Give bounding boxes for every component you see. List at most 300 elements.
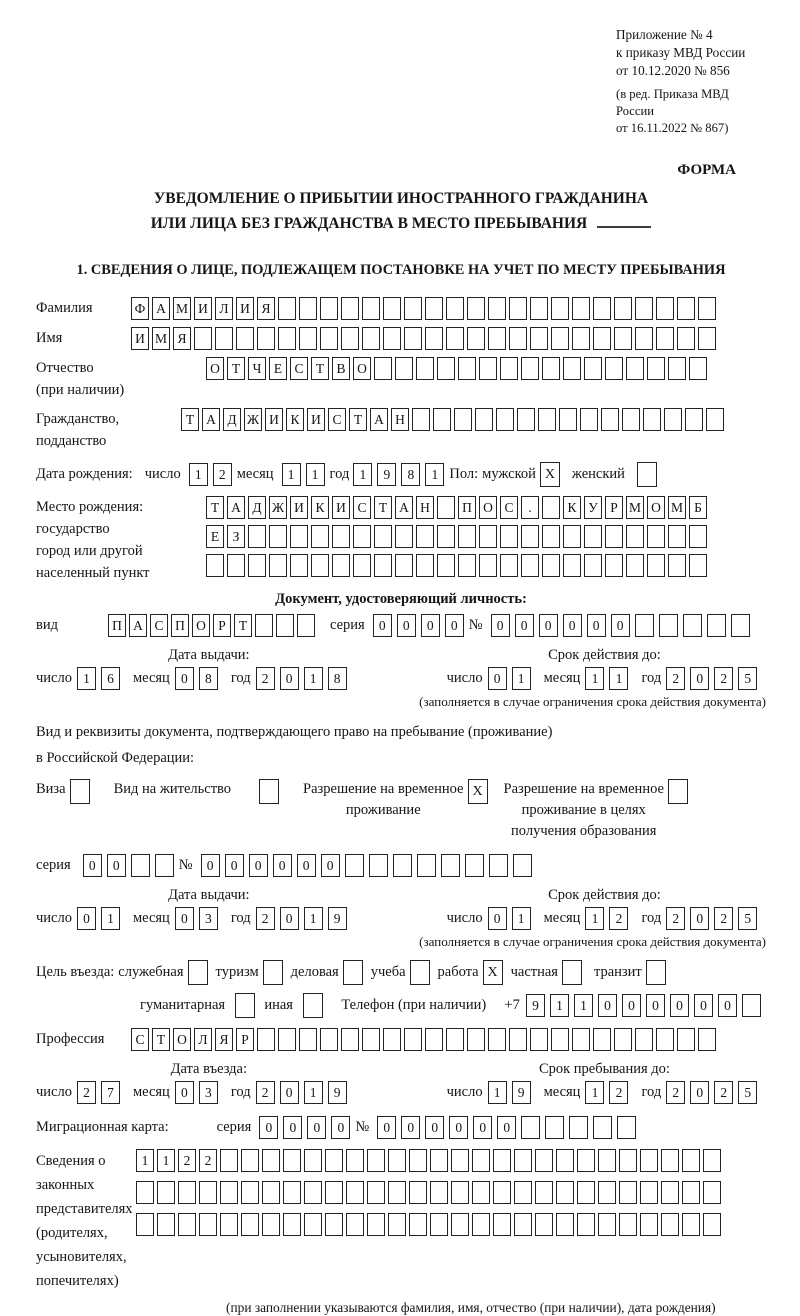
char-box: В [332,357,350,380]
char-box [538,408,556,431]
char-box [689,554,707,577]
reference-line: к приказу МВД России [616,45,746,61]
char-box: Т [311,357,329,380]
char-box [257,1028,275,1051]
char-box: 2 [666,667,685,690]
char-box [346,1213,364,1236]
char-box [320,297,338,320]
char-box [304,1181,322,1204]
char-box [626,554,644,577]
char-box: 1 [585,667,604,690]
char-box: 1 [304,667,323,690]
char-box: С [353,496,371,519]
char-box [703,1181,721,1204]
char-box [395,357,413,380]
char-box [199,1181,217,1204]
char-box [262,1149,280,1172]
char-box [656,327,674,350]
char-box: 1 [282,463,301,486]
doc-issue-date: Дата выдачи: число 1 6 месяц 0 8 год 2 0 1 8 [66,647,352,690]
birth-place-label: Место рождения: государство город или другой населенный пункт [36,499,150,582]
char-box [509,1028,527,1051]
char-box [320,327,338,350]
char-box [467,1028,485,1051]
doc-series-label: серия [330,617,365,634]
char-box [325,1181,343,1204]
char-box [458,554,476,577]
char-box: Я [173,327,191,350]
char-box [619,1149,637,1172]
phone-label: Телефон (при наличии) [341,997,487,1014]
char-box: 0 [563,614,582,637]
char-box [493,1213,511,1236]
char-box [605,357,623,380]
char-box [605,554,623,577]
citizenship-row [36,408,766,452]
char-box [703,1213,721,1236]
temp-residence-checkbox: X [468,779,488,804]
char-box [593,327,611,350]
mig-series-boxes [259,1116,355,1139]
char-box: 0 [539,614,558,637]
res-number-label: № [178,857,193,874]
patronymic-label-note: (при наличии) [36,382,125,399]
char-box [437,554,455,577]
char-box: Ж [269,496,287,519]
char-box: Р [213,614,231,637]
char-box [542,554,560,577]
surname-label: Фамилия [36,300,93,317]
char-box [437,525,455,548]
representatives-note: (при заполнении указываются фамилия, имя, отчество (при наличии), дата рождения) [226,1300,716,1316]
char-box [283,1149,301,1172]
char-box [157,1213,175,1236]
char-box: 2 [714,1081,733,1104]
birth-date-row [36,462,766,487]
char-box [241,1213,259,1236]
char-box: И [131,327,149,350]
char-box: 2 [178,1149,196,1172]
char-box: 0 [83,854,102,877]
representatives-row [36,1149,766,1293]
char-box [220,1213,238,1236]
char-box: 0 [690,1081,709,1104]
doc-expiry-month [585,667,633,690]
char-box: 0 [175,667,194,690]
char-box: А [202,408,220,431]
char-box: 0 [690,907,709,930]
char-box [530,1028,548,1051]
doc-issue-month [175,667,223,690]
char-box: 2 [77,1081,96,1104]
amendment-line: (в ред. Приказа МВД России [616,86,729,119]
sex-male-checkbox: X [540,462,560,487]
char-box [521,554,539,577]
char-box: 1 [304,1081,323,1104]
char-box: 2 [714,667,733,690]
char-box [513,854,532,877]
char-box [668,357,686,380]
char-box [341,327,359,350]
char-box [388,1149,406,1172]
reference-line: от 10.12.2020 № 856 [616,63,730,79]
char-box: 0 [491,614,510,637]
char-box: 0 [425,1116,444,1139]
char-box [416,357,434,380]
char-box: 0 [622,994,641,1017]
char-box [430,1149,448,1172]
char-box [535,1181,553,1204]
char-box [614,297,632,320]
char-box: С [500,496,518,519]
given-name-label: Имя [36,330,63,347]
char-box [220,1181,238,1204]
identity-doc-dates [36,647,766,690]
char-box [626,357,644,380]
doc-issue-heading: Дата выдачи: [168,647,250,664]
char-box [572,1028,590,1051]
char-box [577,1213,595,1236]
residence-doc-dates [36,887,766,930]
char-box [269,554,287,577]
char-box [535,1149,553,1172]
char-box: О [647,496,665,519]
migration-card-row [36,1116,766,1139]
char-box [514,1181,532,1204]
representatives-line3 [136,1213,724,1236]
res-number-boxes [201,854,537,877]
char-box: 1 [353,463,372,486]
identity-doc-heading: Документ, удостоверяющий личность: [275,591,527,608]
char-box: М [626,496,644,519]
char-box: 1 [488,1081,507,1104]
month-label: месяц [236,466,274,483]
entry-date: Дата въезда: число 2 7 месяц 0 3 год 2 0 1 9 [66,1061,352,1104]
char-box: 0 [497,1116,516,1139]
char-box: 0 [107,854,126,877]
char-box [614,1028,632,1051]
char-box [416,525,434,548]
char-box [248,525,266,548]
char-box: 0 [283,1116,302,1139]
char-box: 0 [646,994,665,1017]
citizenship-label: Гражданство, подданство [36,411,120,450]
char-box: К [563,496,581,519]
char-box: 9 [526,994,545,1017]
stay-until-heading: Срок пребывания до: [538,1061,670,1078]
char-box [278,327,296,350]
char-box [362,1028,380,1051]
char-box [593,1028,611,1051]
char-box: 0 [694,994,713,1017]
char-box [446,297,464,320]
char-box: С [150,614,168,637]
char-box [393,854,412,877]
char-box: П [171,614,189,637]
char-box [500,554,518,577]
char-box [451,1181,469,1204]
res-expiry-date: Срок действия до: число 0 1 месяц 1 2 год 2 0 2 5 [447,887,763,930]
res-expiry-year [666,907,762,930]
char-box [521,525,539,548]
char-box [446,327,464,350]
birth-place-line1 [206,496,710,519]
char-box: Д [248,496,266,519]
char-box [731,614,750,637]
char-box [241,1181,259,1204]
char-box [677,297,695,320]
char-box [388,1213,406,1236]
char-box: 1 [585,1081,604,1104]
mig-number-boxes [377,1116,641,1139]
char-box [661,1213,679,1236]
char-box [479,525,497,548]
char-box: 0 [690,667,709,690]
char-box: Ф [131,297,149,320]
char-box [451,1213,469,1236]
char-box [299,327,317,350]
char-box [656,297,674,320]
legal-reference [616,26,766,138]
res-expiry-heading: Срок действия до: [548,887,661,904]
char-box: Н [391,408,409,431]
char-box [430,1181,448,1204]
char-box [341,1028,359,1051]
char-box [530,327,548,350]
char-box: Т [374,496,392,519]
char-box [409,1181,427,1204]
char-box [297,614,315,637]
char-box [437,357,455,380]
birth-day-boxes [189,463,237,486]
birth-place-row [36,496,766,584]
char-box [220,1149,238,1172]
char-box [383,1028,401,1051]
char-box: Я [215,1028,233,1051]
char-box [643,408,661,431]
char-box: 8 [328,667,347,690]
char-box [488,297,506,320]
char-box [178,1181,196,1204]
char-box [248,554,266,577]
char-box: А [152,297,170,320]
char-box: 9 [328,907,347,930]
char-box [598,1181,616,1204]
form-word-label: ФОРМА [677,161,736,178]
char-box: 6 [101,667,120,690]
char-box: 0 [611,614,630,637]
char-box [703,1149,721,1172]
char-box: Я [257,297,275,320]
char-box: 0 [449,1116,468,1139]
char-box: 1 [304,907,323,930]
char-box: 0 [201,854,220,877]
char-box [395,525,413,548]
char-box [559,408,577,431]
char-box [362,327,380,350]
purpose-tourism-checkbox [263,960,283,985]
char-box [682,1213,700,1236]
char-box [278,1028,296,1051]
char-box: И [332,496,350,519]
res-series-boxes [83,854,179,877]
char-box [514,1149,532,1172]
char-box [458,357,476,380]
char-box [593,1116,612,1139]
char-box [441,854,460,877]
char-box [569,1116,588,1139]
char-box [598,1149,616,1172]
char-box [635,327,653,350]
char-box [155,854,174,877]
char-box: О [173,1028,191,1051]
char-box: 0 [307,1116,326,1139]
char-box [325,1149,343,1172]
char-box [374,525,392,548]
char-box [395,554,413,577]
char-box [299,297,317,320]
char-box [304,1213,322,1236]
char-box: 2 [666,907,685,930]
char-box: Т [152,1028,170,1051]
doc-number-label: № [468,617,483,634]
year-label: год [329,466,350,483]
char-box [584,554,602,577]
sex-label: Пол: [449,466,479,483]
char-box: 5 [738,1081,757,1104]
stay-year [666,1081,762,1104]
char-box [157,1181,175,1204]
char-box [404,327,422,350]
char-box [647,357,665,380]
char-box [556,1213,574,1236]
doc-number-boxes [491,614,755,637]
char-box [425,1028,443,1051]
char-box [488,1028,506,1051]
char-box [341,297,359,320]
char-box: Б [689,496,707,519]
char-box [551,327,569,350]
char-box: 8 [401,463,420,486]
temp-residence-education-checkbox [668,779,688,804]
char-box [425,297,443,320]
char-box [262,1181,280,1204]
char-box [682,1149,700,1172]
stay-day [488,1081,536,1104]
birth-place-boxes [206,496,710,583]
char-box [388,1181,406,1204]
char-box: М [668,496,686,519]
char-box: 5 [738,907,757,930]
char-box [262,1213,280,1236]
residence-permit-checkbox [259,779,279,804]
char-box [542,525,560,548]
purpose-work-checkbox: X [483,960,503,985]
char-box: А [370,408,388,431]
char-box [227,554,245,577]
patronymic-boxes [206,357,710,380]
surname-row [36,297,766,320]
char-box [685,408,703,431]
char-box [514,1213,532,1236]
char-box [409,1149,427,1172]
char-box: 0 [473,1116,492,1139]
char-box: Л [215,297,233,320]
char-box: А [129,614,147,637]
char-box [593,297,611,320]
res-expiry-day [488,907,536,930]
char-box: О [206,357,224,380]
char-box [290,554,308,577]
char-box [136,1181,154,1204]
given-name-boxes [131,327,719,350]
char-box: И [194,297,212,320]
char-box: . [521,496,539,519]
char-box [563,554,581,577]
char-box [509,297,527,320]
char-box: 0 [421,614,440,637]
char-box: 1 [136,1149,154,1172]
option-temp-residence-education: Разрешение на временное проживание в целях получения образования [504,779,688,842]
migration-card-label: Миграционная карта: [36,1119,169,1136]
char-box [467,297,485,320]
char-box: 0 [280,1081,299,1104]
char-box [472,1213,490,1236]
char-box [493,1149,511,1172]
char-box: 0 [670,994,689,1017]
birth-place-line2 [206,525,710,548]
char-box [530,297,548,320]
char-box: К [311,496,329,519]
char-box [290,525,308,548]
char-box: О [192,614,210,637]
identity-doc-row [36,614,766,637]
char-box [500,357,518,380]
char-box [689,525,707,548]
char-box [647,554,665,577]
char-box: М [173,297,191,320]
char-box [362,297,380,320]
char-box: Т [227,357,245,380]
char-box: 2 [256,1081,275,1104]
char-box [472,1149,490,1172]
char-box [542,496,560,519]
char-box: 0 [445,614,464,637]
char-box [136,1213,154,1236]
char-box: 1 [189,463,208,486]
char-box: 0 [377,1116,396,1139]
char-box [521,357,539,380]
char-box: 0 [587,614,606,637]
char-box [269,525,287,548]
char-box: 2 [666,1081,685,1104]
char-box [542,357,560,380]
day-label: число [144,466,181,483]
char-box: 2 [199,1149,217,1172]
char-box [276,614,294,637]
char-box [661,1149,679,1172]
purpose-official-checkbox [188,960,208,985]
option-residence-permit: Вид на жительство [114,779,279,804]
char-box: 1 [512,907,531,930]
char-box: 2 [609,907,628,930]
entry-purpose-row1: Цель въезда: служебная туризм деловая учеба работа X частная транзит [36,960,766,985]
char-box [437,496,455,519]
birth-year-boxes [353,463,449,486]
residence-doc-options [36,779,766,842]
char-box: 9 [328,1081,347,1104]
option-temp-residence: Разрешение на временное проживание X [303,779,487,821]
